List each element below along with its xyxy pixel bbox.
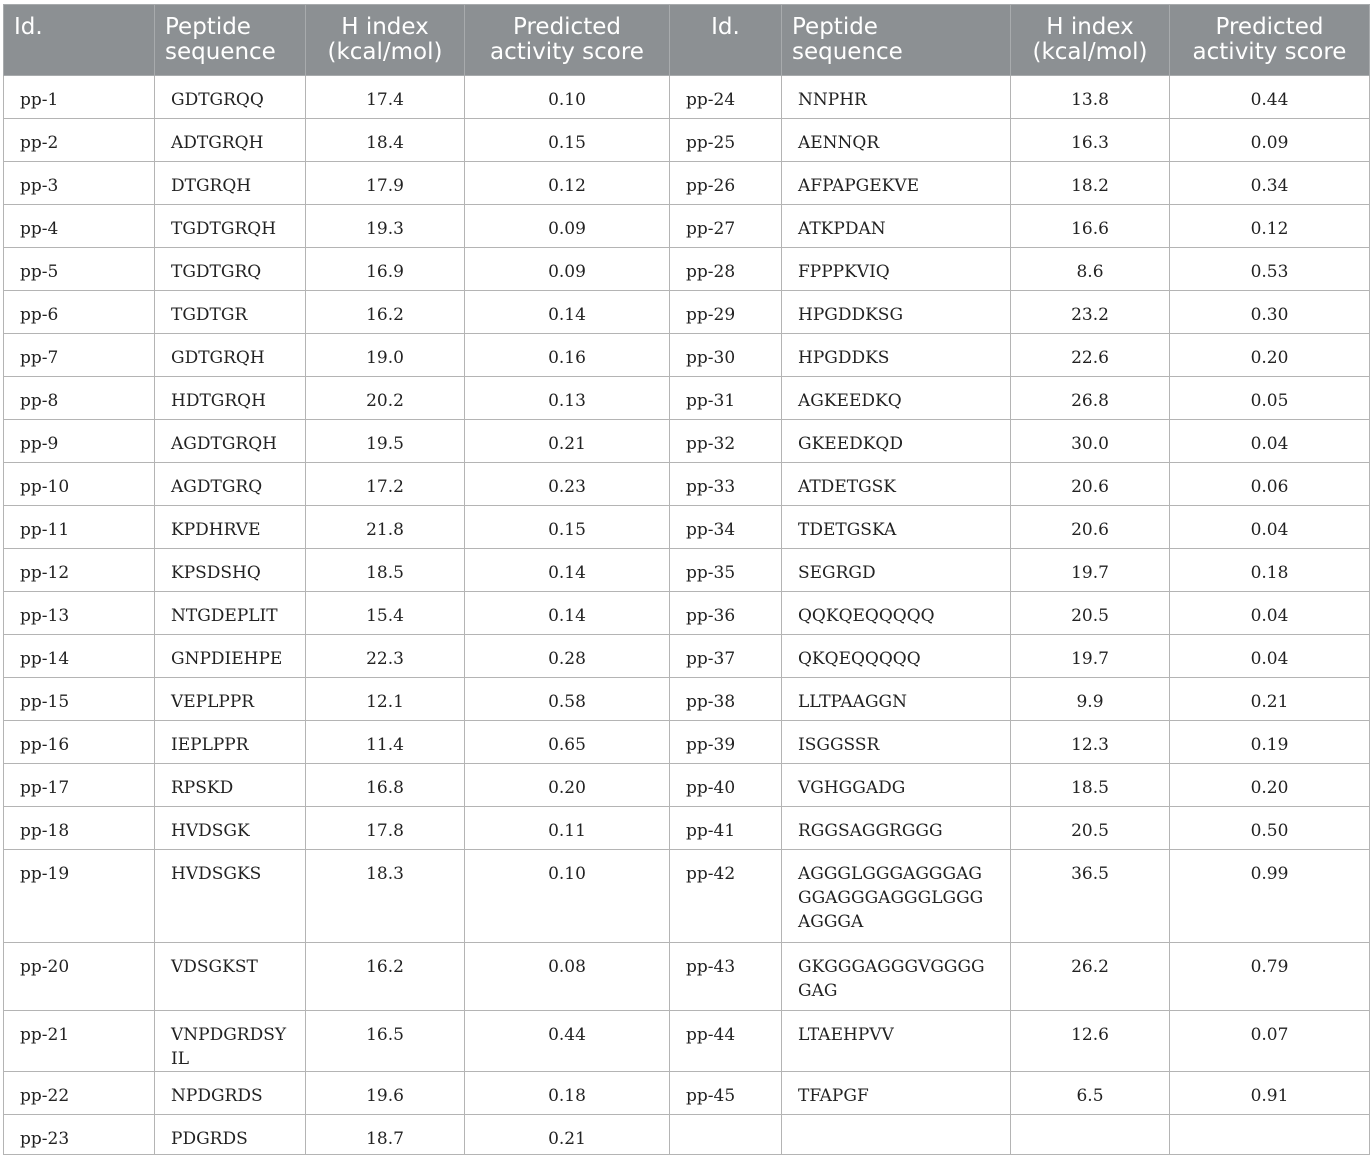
cell-score: 0.44	[1170, 76, 1370, 119]
cell-id: pp-28	[670, 248, 782, 291]
cell-id: pp-33	[670, 463, 782, 506]
cell-sequence: TGDTGRQH	[155, 205, 306, 248]
cell-sequence: ADTGRQH	[155, 119, 306, 162]
header-text: activity score	[490, 39, 644, 65]
cell-sequence: TGDTGR	[155, 291, 306, 334]
header-text: H index	[341, 14, 429, 40]
cell-sequence: KPDHRVE	[155, 506, 306, 549]
cell-sequence: QQKQEQQQQQ	[782, 592, 1011, 635]
cell-sequence: ATKPDAN	[782, 205, 1011, 248]
cell-id: pp-37	[670, 635, 782, 678]
cell-hindex: 18.2	[1011, 162, 1170, 205]
cell-sequence: QKQEQQQQQ	[782, 635, 1011, 678]
table-row	[4, 162, 1370, 205]
cell-id: pp-29	[670, 291, 782, 334]
table-row	[4, 291, 1370, 334]
cell-hindex: 18.7	[306, 1115, 465, 1155]
cell-id: pp-5	[4, 248, 155, 291]
cell-hindex: 22.3	[306, 635, 465, 678]
cell-id: pp-2	[4, 119, 155, 162]
cell-score: 0.21	[1170, 678, 1370, 721]
cell-hindex: 19.5	[306, 420, 465, 463]
cell-score: 0.12	[465, 162, 670, 205]
cell-id: pp-3	[4, 162, 155, 205]
cell-sequence: LLTPAAGGN	[782, 678, 1011, 721]
cell-hindex: 17.9	[306, 162, 465, 205]
cell-hindex: 12.1	[306, 678, 465, 721]
table-header	[4, 5, 1370, 76]
cell-sequence: HPGDDKS	[782, 334, 1011, 377]
cell-score	[1170, 1115, 1370, 1155]
cell-sequence: TFAPGF	[782, 1072, 1011, 1115]
cell-hindex: 13.8	[1011, 76, 1170, 119]
header-text: Peptide	[165, 14, 251, 40]
cell-hindex: 12.6	[1011, 1011, 1170, 1072]
cell-hindex: 16.3	[1011, 119, 1170, 162]
cell-id: pp-27	[670, 205, 782, 248]
table-row	[4, 334, 1370, 377]
cell-score: 0.08	[465, 943, 670, 1011]
cell-hindex: 20.6	[1011, 506, 1170, 549]
cell-score: 0.15	[465, 506, 670, 549]
cell-sequence: KPSDSHQ	[155, 549, 306, 592]
cell-score: 0.99	[1170, 850, 1370, 943]
cell-id: pp-39	[670, 721, 782, 764]
cell-id: pp-23	[4, 1115, 155, 1155]
peptide-table	[3, 4, 1370, 1155]
cell-sequence: RGGSAGGRGGG	[782, 807, 1011, 850]
cell-sequence: AENNQR	[782, 119, 1011, 162]
cell-sequence: DTGRQH	[155, 162, 306, 205]
cell-score: 0.30	[1170, 291, 1370, 334]
cell-hindex: 16.9	[306, 248, 465, 291]
cell-hindex: 20.6	[1011, 463, 1170, 506]
cell-hindex: 8.6	[1011, 248, 1170, 291]
cell-id: pp-4	[4, 205, 155, 248]
cell-id: pp-14	[4, 635, 155, 678]
cell-score: 0.10	[465, 850, 670, 943]
cell-sequence: GNPDIEHPE	[155, 635, 306, 678]
cell-sequence: AGKEEDKQ	[782, 377, 1011, 420]
cell-sequence: GKEEDKQD	[782, 420, 1011, 463]
header-score-right	[1170, 5, 1370, 76]
cell-sequence: AGDTGRQH	[155, 420, 306, 463]
cell-sequence: HDTGRQH	[155, 377, 306, 420]
table-row	[4, 764, 1370, 807]
cell-sequence: RPSKD	[155, 764, 306, 807]
cell-sequence: VNPDGRDSYIL	[155, 1011, 306, 1072]
table-row	[4, 420, 1370, 463]
cell-id: pp-43	[670, 943, 782, 1011]
header-hindex-left	[306, 5, 465, 76]
cell-score: 0.91	[1170, 1072, 1370, 1115]
cell-id: pp-44	[670, 1011, 782, 1072]
cell-id: pp-20	[4, 943, 155, 1011]
cell-sequence: SEGRGD	[782, 549, 1011, 592]
cell-sequence: VDSGKST	[155, 943, 306, 1011]
cell-score: 0.21	[465, 420, 670, 463]
cell-score: 0.14	[465, 291, 670, 334]
cell-hindex: 11.4	[306, 721, 465, 764]
header-id-right: Id.	[670, 5, 782, 76]
cell-sequence	[782, 1115, 1011, 1155]
cell-hindex: 17.2	[306, 463, 465, 506]
cell-sequence: NTGDEPLIT	[155, 592, 306, 635]
cell-id: pp-31	[670, 377, 782, 420]
cell-id: pp-17	[4, 764, 155, 807]
cell-hindex: 16.2	[306, 291, 465, 334]
cell-hindex: 19.0	[306, 334, 465, 377]
cell-score: 0.10	[465, 76, 670, 119]
cell-sequence: LTAEHPVV	[782, 1011, 1011, 1072]
header-text: activity score	[1192, 39, 1347, 65]
cell-hindex: 16.5	[306, 1011, 465, 1072]
cell-sequence: VEPLPPR	[155, 678, 306, 721]
cell-score: 0.28	[465, 635, 670, 678]
header-hindex-right	[1011, 5, 1170, 76]
cell-hindex: 18.3	[306, 850, 465, 943]
cell-id: pp-13	[4, 592, 155, 635]
cell-score: 0.20	[1170, 764, 1370, 807]
header-text: sequence	[165, 39, 276, 65]
cell-hindex: 19.6	[306, 1072, 465, 1115]
cell-sequence: AGDTGRQ	[155, 463, 306, 506]
cell-hindex: 19.7	[1011, 549, 1170, 592]
cell-hindex: 16.2	[306, 943, 465, 1011]
cell-score: 0.04	[1170, 635, 1370, 678]
cell-sequence: ISGGSSR	[782, 721, 1011, 764]
header-id-left: Id.	[4, 5, 155, 76]
cell-hindex: 23.2	[1011, 291, 1170, 334]
table-row	[4, 721, 1370, 764]
cell-id: pp-35	[670, 549, 782, 592]
cell-sequence: GDTGRQH	[155, 334, 306, 377]
cell-id	[670, 1115, 782, 1155]
cell-score: 0.20	[1170, 334, 1370, 377]
cell-hindex: 26.8	[1011, 377, 1170, 420]
cell-id: pp-21	[4, 1011, 155, 1072]
cell-hindex: 18.4	[306, 119, 465, 162]
cell-score: 0.05	[1170, 377, 1370, 420]
cell-score: 0.04	[1170, 506, 1370, 549]
cell-id: pp-16	[4, 721, 155, 764]
cell-sequence: FPPPKVIQ	[782, 248, 1011, 291]
cell-score: 0.18	[465, 1072, 670, 1115]
cell-id: pp-30	[670, 334, 782, 377]
cell-hindex: 17.4	[306, 76, 465, 119]
cell-id: pp-34	[670, 506, 782, 549]
cell-hindex: 19.7	[1011, 635, 1170, 678]
table-row	[4, 377, 1370, 420]
cell-id: pp-45	[670, 1072, 782, 1115]
table-row	[4, 1072, 1370, 1115]
cell-score: 0.58	[465, 678, 670, 721]
cell-id: pp-38	[670, 678, 782, 721]
cell-id: pp-19	[4, 850, 155, 943]
cell-id: pp-8	[4, 377, 155, 420]
cell-score: 0.18	[1170, 549, 1370, 592]
cell-sequence: AGGGLGGGAGGGAGGGAGGGAGGGLGGGAGGGA	[782, 850, 1011, 943]
cell-hindex: 15.4	[306, 592, 465, 635]
cell-id: pp-26	[670, 162, 782, 205]
cell-sequence: ATDETGSK	[782, 463, 1011, 506]
cell-id: pp-25	[670, 119, 782, 162]
cell-score: 0.04	[1170, 592, 1370, 635]
table-row	[4, 807, 1370, 850]
cell-hindex: 18.5	[306, 549, 465, 592]
table-row	[4, 943, 1370, 1011]
cell-score: 0.13	[465, 377, 670, 420]
cell-id: pp-12	[4, 549, 155, 592]
cell-sequence: HVDSGK	[155, 807, 306, 850]
cell-hindex: 18.5	[1011, 764, 1170, 807]
header-text: (kcal/mol)	[327, 39, 443, 65]
cell-id: pp-11	[4, 506, 155, 549]
cell-score: 0.09	[465, 248, 670, 291]
cell-sequence: HPGDDKSG	[782, 291, 1011, 334]
header-score-left	[465, 5, 670, 76]
cell-id: pp-9	[4, 420, 155, 463]
cell-hindex: 20.2	[306, 377, 465, 420]
cell-hindex: 20.5	[1011, 592, 1170, 635]
table-row	[4, 850, 1370, 943]
cell-hindex: 20.5	[1011, 807, 1170, 850]
cell-sequence: NPDGRDS	[155, 1072, 306, 1115]
cell-score: 0.65	[465, 721, 670, 764]
table-row	[4, 1115, 1370, 1155]
table-row	[4, 463, 1370, 506]
cell-id: pp-40	[670, 764, 782, 807]
table-row	[4, 76, 1370, 119]
cell-score: 0.16	[465, 334, 670, 377]
cell-score: 0.12	[1170, 205, 1370, 248]
cell-hindex	[1011, 1115, 1170, 1155]
cell-hindex: 36.5	[1011, 850, 1170, 943]
cell-sequence: GKGGGAGGGVGGGGGAG	[782, 943, 1011, 1011]
cell-score: 0.04	[1170, 420, 1370, 463]
cell-hindex: 19.3	[306, 205, 465, 248]
cell-hindex: 22.6	[1011, 334, 1170, 377]
header-text: Predicted	[513, 14, 621, 40]
cell-hindex: 17.8	[306, 807, 465, 850]
cell-score: 0.79	[1170, 943, 1370, 1011]
cell-id: pp-41	[670, 807, 782, 850]
cell-sequence: AFPAPGEKVE	[782, 162, 1011, 205]
cell-hindex: 9.9	[1011, 678, 1170, 721]
cell-score: 0.23	[465, 463, 670, 506]
header-sequence-right	[782, 5, 1011, 76]
table-row	[4, 635, 1370, 678]
cell-hindex: 16.6	[1011, 205, 1170, 248]
cell-id: pp-10	[4, 463, 155, 506]
cell-score: 0.09	[1170, 119, 1370, 162]
cell-hindex: 16.8	[306, 764, 465, 807]
cell-sequence: PDGRDS	[155, 1115, 306, 1155]
cell-sequence: IEPLPPR	[155, 721, 306, 764]
cell-hindex: 26.2	[1011, 943, 1170, 1011]
cell-score: 0.21	[465, 1115, 670, 1155]
table-row	[4, 592, 1370, 635]
header-sequence-left	[155, 5, 306, 76]
cell-id: pp-36	[670, 592, 782, 635]
cell-id: pp-18	[4, 807, 155, 850]
cell-hindex: 12.3	[1011, 721, 1170, 764]
cell-id: pp-6	[4, 291, 155, 334]
table-row	[4, 119, 1370, 162]
cell-score: 0.53	[1170, 248, 1370, 291]
table-row	[4, 1011, 1370, 1072]
cell-score: 0.20	[465, 764, 670, 807]
table-body	[4, 76, 1370, 1155]
cell-hindex: 21.8	[306, 506, 465, 549]
cell-sequence: TGDTGRQ	[155, 248, 306, 291]
table-row	[4, 506, 1370, 549]
cell-id: pp-42	[670, 850, 782, 943]
cell-score: 0.07	[1170, 1011, 1370, 1072]
table-row	[4, 248, 1370, 291]
cell-id: pp-7	[4, 334, 155, 377]
table-row	[4, 678, 1370, 721]
cell-sequence: GDTGRQQ	[155, 76, 306, 119]
header-text: Predicted	[1215, 14, 1324, 40]
cell-score: 0.34	[1170, 162, 1370, 205]
header-text: H index	[1046, 14, 1134, 40]
header-text: sequence	[792, 39, 903, 65]
cell-hindex: 30.0	[1011, 420, 1170, 463]
cell-sequence: TDETGSKA	[782, 506, 1011, 549]
cell-hindex: 6.5	[1011, 1072, 1170, 1115]
cell-score: 0.14	[465, 549, 670, 592]
cell-sequence: VGHGGADG	[782, 764, 1011, 807]
cell-id: pp-1	[4, 76, 155, 119]
cell-score: 0.11	[465, 807, 670, 850]
cell-score: 0.50	[1170, 807, 1370, 850]
cell-score: 0.14	[465, 592, 670, 635]
cell-score: 0.09	[465, 205, 670, 248]
cell-score: 0.19	[1170, 721, 1370, 764]
cell-id: pp-15	[4, 678, 155, 721]
cell-id: pp-24	[670, 76, 782, 119]
cell-score: 0.44	[465, 1011, 670, 1072]
cell-score: 0.15	[465, 119, 670, 162]
header-text: (kcal/mol)	[1032, 39, 1148, 65]
table-row	[4, 205, 1370, 248]
cell-sequence: HVDSGKS	[155, 850, 306, 943]
table-row	[4, 549, 1370, 592]
cell-score: 0.06	[1170, 463, 1370, 506]
cell-sequence: NNPHR	[782, 76, 1011, 119]
cell-id: pp-32	[670, 420, 782, 463]
cell-id: pp-22	[4, 1072, 155, 1115]
header-text: Peptide	[792, 14, 878, 40]
